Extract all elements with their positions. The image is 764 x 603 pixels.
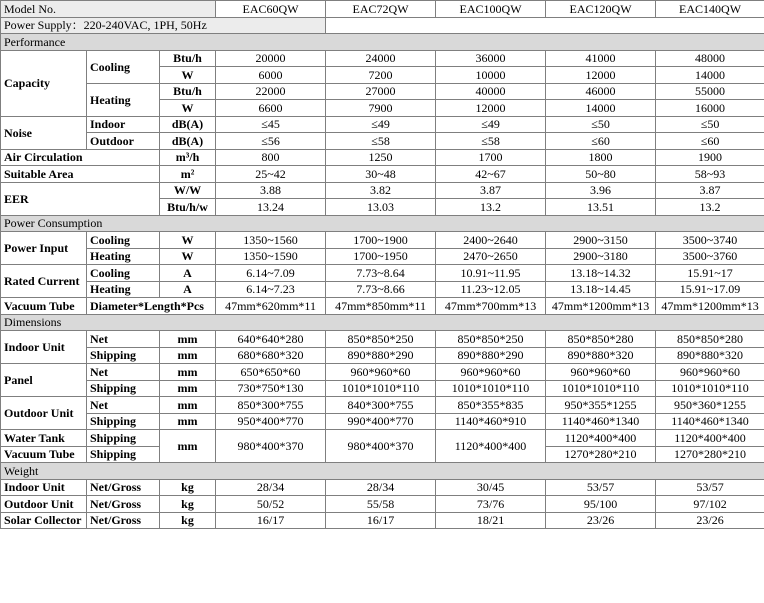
row-label: Air Circulation <box>1 149 160 166</box>
value-cell: 14000 <box>656 67 764 84</box>
unit-cell: kg <box>160 479 216 496</box>
value-cell: 30/45 <box>436 479 546 496</box>
value-cell: 11.23~12.05 <box>436 281 546 298</box>
value-cell: ≤49 <box>436 116 546 133</box>
value-cell: 53/57 <box>656 479 764 496</box>
value-cell: 23/26 <box>656 512 764 529</box>
power-supply-row <box>1 17 764 34</box>
value-cell: 3.82 <box>326 182 436 199</box>
unit-cell: dB(A) <box>160 116 216 133</box>
value-cell: 10.91~11.95 <box>436 265 546 282</box>
value-cell: 1120*400*400 <box>436 430 546 463</box>
value-cell: 47mm*850mm*11 <box>326 298 436 315</box>
unit-cell: Btu/h <box>160 83 216 100</box>
model-name: EAC60QW <box>216 1 326 18</box>
unit-cell: m³/h <box>160 149 216 166</box>
value-cell: 13.03 <box>326 199 436 216</box>
value-cell: 850*850*280 <box>546 331 656 348</box>
unit-cell: W <box>160 100 216 117</box>
unit-cell: W <box>160 232 216 249</box>
value-cell: 680*680*320 <box>216 347 326 364</box>
sub-label: Shipping <box>87 413 160 430</box>
table-row <box>1 133 764 150</box>
value-cell: 990*400*770 <box>326 413 436 430</box>
value-cell: 950*400*770 <box>216 413 326 430</box>
value-cell: 1140*460*1340 <box>546 413 656 430</box>
table-row <box>1 281 764 298</box>
value-cell: 1250 <box>326 149 436 166</box>
value-cell: 6000 <box>216 67 326 84</box>
value-cell: ≤60 <box>656 133 764 150</box>
unit-cell: W <box>160 67 216 84</box>
row-label: Water Tank <box>1 430 87 447</box>
value-cell: ≤56 <box>216 133 326 150</box>
value-cell: 7.73~8.64 <box>326 265 436 282</box>
unit-cell: mm <box>160 430 216 463</box>
value-cell: 3.87 <box>436 182 546 199</box>
sub-label: Outdoor <box>87 133 160 150</box>
table-row <box>1 248 764 265</box>
value-cell: 3500~3760 <box>656 248 764 265</box>
value-cell: 10000 <box>436 67 546 84</box>
sub-label: Indoor <box>87 116 160 133</box>
sub-label: Shipping <box>87 380 160 397</box>
unit-cell: mm <box>160 331 216 348</box>
value-cell: 850*355*835 <box>436 397 546 414</box>
value-cell: 6.14~7.23 <box>216 281 326 298</box>
value-cell: 13.18~14.45 <box>546 281 656 298</box>
value-cell: 640*640*280 <box>216 331 326 348</box>
value-cell: 1700~1900 <box>326 232 436 249</box>
table-row <box>1 496 764 513</box>
sub-label: Net <box>87 397 160 414</box>
value-cell: 6600 <box>216 100 326 117</box>
value-cell: 850*850*250 <box>436 331 546 348</box>
value-cell: 2900~3150 <box>546 232 656 249</box>
row-label: Indoor Unit <box>1 331 87 364</box>
row-label: Indoor Unit <box>1 479 87 496</box>
table-row <box>1 232 764 249</box>
value-cell: 1700 <box>436 149 546 166</box>
model-label: Model No. <box>1 1 216 18</box>
table-row <box>1 298 764 315</box>
table-row <box>1 380 764 397</box>
unit-cell: kg <box>160 496 216 513</box>
table-row <box>1 83 764 100</box>
value-cell: 13.18~14.32 <box>546 265 656 282</box>
table-row <box>1 182 764 199</box>
table-row <box>1 116 764 133</box>
sub-label: Net/Gross <box>87 512 160 529</box>
value-cell: 13.51 <box>546 199 656 216</box>
value-cell: 50/52 <box>216 496 326 513</box>
value-cell: 16/17 <box>216 512 326 529</box>
value-cell: 95/100 <box>546 496 656 513</box>
sub-label: Cooling <box>87 265 160 282</box>
sub-label: Diameter*Length*Pcs <box>87 298 216 315</box>
unit-cell: mm <box>160 380 216 397</box>
model-name: EAC140QW <box>656 1 764 18</box>
table-row <box>1 347 764 364</box>
section-title: Power Consumption <box>1 215 764 232</box>
value-cell: ≤60 <box>546 133 656 150</box>
unit-cell: W <box>160 248 216 265</box>
model-name: EAC120QW <box>546 1 656 18</box>
table-row <box>1 149 764 166</box>
value-cell: ≤58 <box>436 133 546 150</box>
unit-cell: mm <box>160 413 216 430</box>
value-cell: 28/34 <box>326 479 436 496</box>
section-title: Dimensions <box>1 314 764 331</box>
value-cell: 7.73~8.66 <box>326 281 436 298</box>
value-cell: 890*880*320 <box>546 347 656 364</box>
value-cell: 1270*280*210 <box>546 446 656 463</box>
value-cell: 30~48 <box>326 166 436 183</box>
value-cell: 980*400*370 <box>216 430 326 463</box>
row-label: Panel <box>1 364 87 397</box>
sub-label: Heating <box>87 281 160 298</box>
sub-label: Net/Gross <box>87 479 160 496</box>
value-cell: 3.87 <box>656 182 764 199</box>
value-cell: 15.91~17.09 <box>656 281 764 298</box>
sub-label: Heating <box>87 83 160 116</box>
value-cell: 6.14~7.09 <box>216 265 326 282</box>
value-cell: 18/21 <box>436 512 546 529</box>
sub-label: Cooling <box>87 50 160 83</box>
value-cell: 20000 <box>216 50 326 67</box>
sub-label: Heating <box>87 248 160 265</box>
value-cell: 2900~3180 <box>546 248 656 265</box>
value-cell: 13.24 <box>216 199 326 216</box>
value-cell: 950*355*1255 <box>546 397 656 414</box>
value-cell: 3500~3740 <box>656 232 764 249</box>
value-cell: 14000 <box>546 100 656 117</box>
value-cell: 1350~1560 <box>216 232 326 249</box>
value-cell: 650*650*60 <box>216 364 326 381</box>
unit-cell: Btu/h <box>160 50 216 67</box>
value-cell: 55/58 <box>326 496 436 513</box>
value-cell: 25~42 <box>216 166 326 183</box>
value-cell: 27000 <box>326 83 436 100</box>
table-row <box>1 331 764 348</box>
unit-cell: mm <box>160 397 216 414</box>
sub-label: Net <box>87 364 160 381</box>
value-cell: 1270*280*210 <box>656 446 764 463</box>
unit-cell: dB(A) <box>160 133 216 150</box>
row-label: Suitable Area <box>1 166 160 183</box>
value-cell: ≤50 <box>656 116 764 133</box>
value-cell: ≤49 <box>326 116 436 133</box>
value-cell: 7900 <box>326 100 436 117</box>
section-header-row <box>1 34 764 51</box>
unit-cell: m² <box>160 166 216 183</box>
value-cell: 1120*400*400 <box>656 430 764 447</box>
unit-cell: A <box>160 281 216 298</box>
unit-cell: mm <box>160 364 216 381</box>
value-cell: 13.2 <box>436 199 546 216</box>
value-cell: 730*750*130 <box>216 380 326 397</box>
row-label: Vacuum Tube <box>1 298 87 315</box>
value-cell: 47mm*620mm*11 <box>216 298 326 315</box>
table-row <box>1 50 764 67</box>
row-label: EER <box>1 182 160 215</box>
value-cell: 47mm*1200mm*13 <box>656 298 764 315</box>
unit-cell: W/W <box>160 182 216 199</box>
value-cell: 55000 <box>656 83 764 100</box>
unit-cell: A <box>160 265 216 282</box>
value-cell: 2470~2650 <box>436 248 546 265</box>
value-cell: 960*960*60 <box>546 364 656 381</box>
row-label: Vacuum Tube <box>1 446 87 463</box>
value-cell: 890*880*320 <box>656 347 764 364</box>
value-cell: 960*960*60 <box>436 364 546 381</box>
value-cell: 24000 <box>326 50 436 67</box>
value-cell: 1800 <box>546 149 656 166</box>
value-cell: 800 <box>216 149 326 166</box>
section-header-row <box>1 463 764 480</box>
value-cell: 13.2 <box>656 199 764 216</box>
sub-label: Shipping <box>87 430 160 447</box>
model-name: EAC100QW <box>436 1 546 18</box>
value-cell: 53/57 <box>546 479 656 496</box>
unit-cell: kg <box>160 512 216 529</box>
value-cell: ≤58 <box>326 133 436 150</box>
value-cell: 42~67 <box>436 166 546 183</box>
value-cell: 3.88 <box>216 182 326 199</box>
value-cell: 48000 <box>656 50 764 67</box>
row-label: Outdoor Unit <box>1 397 87 430</box>
value-cell: 41000 <box>546 50 656 67</box>
header-row <box>1 1 764 18</box>
value-cell: 890*880*290 <box>326 347 436 364</box>
row-label: Power Input <box>1 232 87 265</box>
row-label: Solar Collector <box>1 512 87 529</box>
value-cell: 12000 <box>546 67 656 84</box>
value-cell: 1010*1010*110 <box>436 380 546 397</box>
value-cell: 16000 <box>656 100 764 117</box>
value-cell: 97/102 <box>656 496 764 513</box>
model-name: EAC72QW <box>326 1 436 18</box>
value-cell: 1010*1010*110 <box>656 380 764 397</box>
table-row <box>1 265 764 282</box>
unit-cell: Btu/h/w <box>160 199 216 216</box>
section-title: Performance <box>1 34 764 51</box>
value-cell: 950*360*1255 <box>656 397 764 414</box>
power-supply: Power Supply：220-240VAC, 1PH, 50Hz <box>1 17 326 34</box>
table-row <box>1 166 764 183</box>
value-cell: 36000 <box>436 50 546 67</box>
value-cell: 40000 <box>436 83 546 100</box>
value-cell: 1120*400*400 <box>546 430 656 447</box>
value-cell: 1010*1010*110 <box>546 380 656 397</box>
table-row <box>1 479 764 496</box>
unit-cell: mm <box>160 347 216 364</box>
spec-body <box>1 1 764 529</box>
value-cell: 960*960*60 <box>656 364 764 381</box>
value-cell: 12000 <box>436 100 546 117</box>
value-cell: 850*300*755 <box>216 397 326 414</box>
value-cell: 23/26 <box>546 512 656 529</box>
blank-cell <box>326 17 764 34</box>
value-cell: 890*880*290 <box>436 347 546 364</box>
table-row <box>1 413 764 430</box>
value-cell: ≤45 <box>216 116 326 133</box>
value-cell: 2400~2640 <box>436 232 546 249</box>
value-cell: 850*850*280 <box>656 331 764 348</box>
value-cell: 7200 <box>326 67 436 84</box>
sub-label: Shipping <box>87 446 160 463</box>
value-cell: 47mm*700mm*13 <box>436 298 546 315</box>
sub-label: Shipping <box>87 347 160 364</box>
table-row <box>1 430 764 447</box>
section-header-row <box>1 215 764 232</box>
value-cell: 840*300*755 <box>326 397 436 414</box>
value-cell: 50~80 <box>546 166 656 183</box>
value-cell: 46000 <box>546 83 656 100</box>
section-title: Weight <box>1 463 764 480</box>
row-label: Capacity <box>1 50 87 116</box>
value-cell: 1140*460*1340 <box>656 413 764 430</box>
value-cell: 1010*1010*110 <box>326 380 436 397</box>
sub-label: Net/Gross <box>87 496 160 513</box>
value-cell: 16/17 <box>326 512 436 529</box>
value-cell: 960*960*60 <box>326 364 436 381</box>
table-row <box>1 512 764 529</box>
value-cell: 3.96 <box>546 182 656 199</box>
sub-label: Cooling <box>87 232 160 249</box>
table-row <box>1 364 764 381</box>
value-cell: 850*850*250 <box>326 331 436 348</box>
value-cell: ≤50 <box>546 116 656 133</box>
table-row <box>1 397 764 414</box>
row-label: Noise <box>1 116 87 149</box>
value-cell: 22000 <box>216 83 326 100</box>
value-cell: 1350~1590 <box>216 248 326 265</box>
value-cell: 73/76 <box>436 496 546 513</box>
row-label: Outdoor Unit <box>1 496 87 513</box>
value-cell: 980*400*370 <box>326 430 436 463</box>
row-label: Rated Current <box>1 265 87 298</box>
value-cell: 28/34 <box>216 479 326 496</box>
value-cell: 1900 <box>656 149 764 166</box>
value-cell: 47mm*1200mm*13 <box>546 298 656 315</box>
value-cell: 58~93 <box>656 166 764 183</box>
value-cell: 1700~1950 <box>326 248 436 265</box>
section-header-row <box>1 314 764 331</box>
value-cell: 1140*460*910 <box>436 413 546 430</box>
sub-label: Net <box>87 331 160 348</box>
value-cell: 15.91~17 <box>656 265 764 282</box>
